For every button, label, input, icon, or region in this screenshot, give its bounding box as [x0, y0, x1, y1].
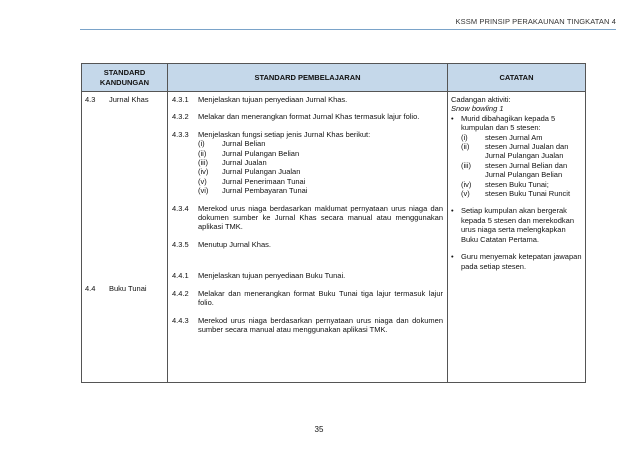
- header-standard-kandungan: [82, 64, 168, 92]
- kandungan-item: [85, 95, 164, 104]
- pembelajaran-item: [172, 240, 443, 249]
- pembelajaran-item: [172, 316, 443, 335]
- sub-item: (ii) Jurnal Pulangan Belian: [198, 148, 300, 158]
- station-item: (i) stesen Jurnal Am: [461, 132, 543, 142]
- sub-item: (i) Jurnal Belian: [198, 139, 266, 149]
- pembelajaran-item: [172, 95, 443, 104]
- bullet-icon: •: [451, 206, 454, 216]
- pembelajaran-num: 4.4.3: [172, 315, 189, 325]
- station-item: (iv) stesen Buku Tunai;: [461, 179, 549, 189]
- curriculum-table: [81, 63, 586, 383]
- table-row: [82, 92, 586, 383]
- pembelajaran-num: 4.3.4: [172, 203, 189, 213]
- header-standard-pembelajaran: STANDARD PEMBELAJARAN: [168, 64, 448, 92]
- catatan-line: Cadangan aktiviti:: [451, 95, 511, 104]
- pembelajaran-text: Menjelaskan tujuan penyediaan Jurnal Khas.: [198, 95, 348, 104]
- pembelajaran-text: Menjelaskan fungsi setiap jenis Jurnal Khas berikut:: [198, 129, 371, 139]
- pembelajaran-text: Menjelaskan tujuan penyediaan Buku Tunai.: [198, 271, 346, 281]
- pembelajaran-text: Menutup Jurnal Khas.: [198, 239, 271, 249]
- kandungan-label: Buku Tunai: [109, 284, 147, 294]
- pembelajaran-text: Melakar dan menerangkan format Jurnal Khas termasuk lajur folio.: [198, 112, 420, 122]
- pembelajaran-num: 4.3.1: [172, 95, 189, 104]
- kandungan-num: 4.3: [85, 95, 96, 104]
- header-line: KANDUNGAN: [99, 77, 150, 87]
- page-header: KSSM PRINSIP PERAKAUNAN TINGKATAN 4: [455, 17, 616, 26]
- kandungan-label: Jurnal Khas: [109, 95, 149, 104]
- table-header-row: [82, 64, 586, 92]
- sub-item: (vi) Jurnal Pembayaran Tunai: [198, 186, 308, 196]
- pembelajaran-item: [172, 130, 443, 196]
- pembelajaran-num: 4.3.5: [172, 239, 189, 249]
- catatan-bullet: [451, 252, 582, 271]
- catatan-cell: [448, 92, 586, 383]
- header-line: STANDARD: [103, 67, 146, 77]
- sub-item: (v) Jurnal Penerimaan Tunai: [198, 176, 306, 186]
- catatan-bullet-text: Setiap kumpulan akan bergerak kepada 5 stesen dan merekodkan urus niaga serta melengkapkan Buku Catatan Pertama.: [461, 206, 574, 244]
- catatan-bullet-text: Murid dibahagikan kepada 5 kumpulan dan 5 stesen:: [461, 113, 556, 133]
- bullet-icon: •: [451, 113, 454, 123]
- station-item: (ii) stesen Jurnal Jualan dan Jurnal Pulangan Jualan: [461, 142, 569, 161]
- sub-item: (iv) Jurnal Pulangan Jualan: [198, 167, 301, 177]
- pembelajaran-num: 4.4.1: [172, 271, 189, 281]
- bullet-icon: •: [451, 252, 454, 262]
- pembelajaran-text: Merekod urus niaga berdasarkan maklumat pernyataan urus niaga dan dokumen sumber ke Jurnal Khas secara manual atau menggunakan aplikasi TMK.: [198, 203, 443, 232]
- kandungan-cell: [82, 92, 168, 383]
- pembelajaran-text: Merekod urus niaga berdasarkan pernyataan urus niaga dan dokumen sumber secara manual atau menggunakan aplikasi TMK.: [198, 315, 443, 334]
- pembelajaran-num: 4.3.2: [172, 112, 189, 122]
- catatan-bullet-text: Guru menyemak ketepatan jawapan pada setiap stesen.: [461, 252, 582, 271]
- station-item: (v) stesen Buku Tunai Runcit: [461, 189, 571, 199]
- header-rule: [80, 29, 616, 30]
- header-catatan: CATATAN: [448, 64, 586, 92]
- page-number: 35: [314, 425, 324, 434]
- pembelajaran-num: 4.4.2: [172, 288, 189, 298]
- pembelajaran-item: [172, 289, 443, 308]
- pembelajaran-cell: [168, 92, 448, 383]
- pembelajaran-item: [172, 271, 443, 280]
- kandungan-num: 4.4: [85, 284, 96, 294]
- catatan-bullet: [451, 206, 582, 244]
- catatan-bullet: [451, 114, 582, 133]
- pembelajaran-num: 4.3.3: [172, 129, 189, 139]
- pembelajaran-item: [172, 112, 443, 121]
- sub-item: (iii) Jurnal Jualan: [198, 158, 267, 168]
- pembelajaran-item: [172, 204, 443, 232]
- catatan-activity-name: Snow bowling 1: [451, 104, 504, 114]
- station-item: (iii) stesen Jurnal Belian dan Jurnal Pulangan Belian: [461, 160, 568, 180]
- kandungan-item: [85, 284, 164, 293]
- pembelajaran-text: Melakar dan menerangkan format Buku Tunai tiga lajur termasuk lajur folio.: [198, 288, 443, 308]
